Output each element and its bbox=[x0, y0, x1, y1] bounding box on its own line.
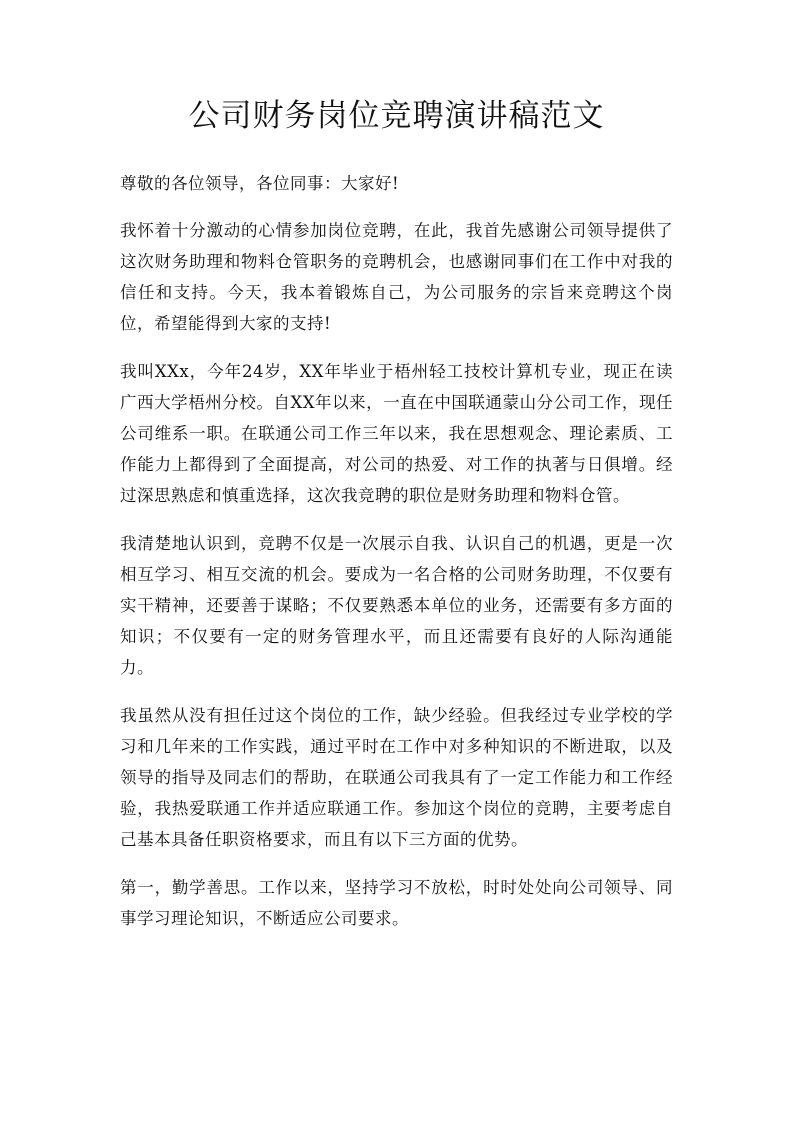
advantage-one-paragraph: 第一，勤学善思。工作以来，坚持学习不放松，时时处处向公司领导、同事学习理论知识，不断适应公司要求。 bbox=[120, 878, 673, 928]
self-introduction-paragraph: 我叫XXx，今年24岁，XX年毕业于梧州轻工技校计算机专业，现正在读广西大学梧州分校。自XX年以来，一直在中国联通蒙山分公司工作，现任公司维系一职。在联通公司工作三年以来，我在思想观念、理论素质、工作能力上都得到了全面提高，对公司的热爱、对工作的执著与日俱增。经过深思熟虑和慎重选择，这次我竞聘的职位是财务助理和物料仓管。 bbox=[120, 362, 673, 505]
intro-paragraph: 我怀着十分激动的心情参加岗位竞聘，在此，我首先感谢公司领导提供了这次财务助理和物料仓管职务的竞聘机会，也感谢同事们在工作中对我的信任和支持。今天，我本着锻炼自己，为公司服务的宗旨来竞聘这个岗位，希望能得到大家的支持! bbox=[120, 221, 673, 333]
understanding-paragraph: 我清楚地认识到，竞聘不仅是一次展示自我、认识自己的机遇，更是一次相互学习、相互交流的机会。要成为一名合格的公司财务助理，不仅要有实干精神，还要善于谋略；不仅要熟悉本单位的业务，还需要有多方面的知识；不仅要有一定的财务管理水平，而且还需要有良好的人际沟通能力。 bbox=[120, 534, 673, 677]
experience-paragraph: 我虽然从没有担任过这个岗位的工作，缺少经验。但我经过专业学校的学习和几年来的工作实践，通过平时在工作中对多种知识的不断进取，以及领导的指导及同志们的帮助，在联通公司我具有了一定工作能力和工作经验，我热爱联通工作并适应联通工作。参加这个岗位的竞聘，主要考虑自己基本具备任职资格要求，而且有以下三方面的优势。 bbox=[120, 706, 673, 849]
document-title: 公司财务岗位竞聘演讲稿范文 bbox=[188, 98, 605, 134]
greeting-paragraph: 尊敬的各位领导，各位同事：大家好! bbox=[120, 174, 400, 193]
document-body bbox=[120, 168, 673, 951]
